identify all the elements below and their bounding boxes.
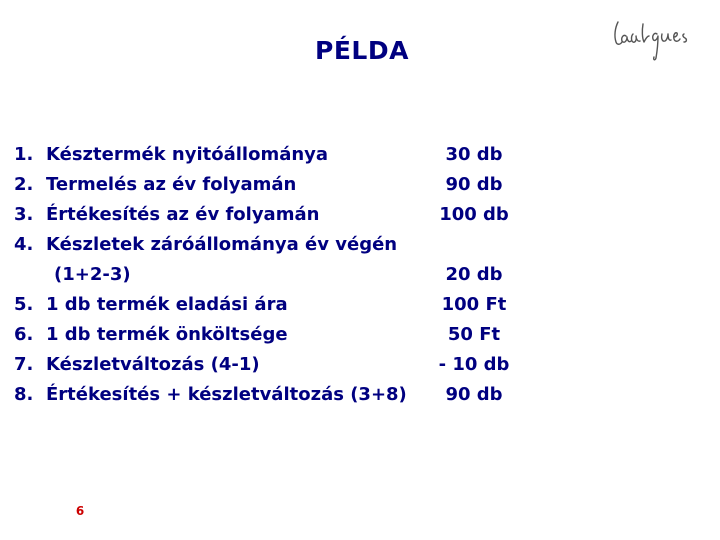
item-value: 100 Ft bbox=[441, 294, 507, 315]
item-label: Készletváltozás (4-1) bbox=[46, 354, 260, 375]
list-item bbox=[0, 140, 720, 170]
item-value: 90 db bbox=[445, 384, 503, 405]
item-label: Értékesítés az év folyamán bbox=[46, 204, 320, 225]
item-value: 20 db bbox=[445, 264, 503, 285]
item-number: 1. bbox=[14, 144, 34, 165]
item-label: Termelés az év folyamán bbox=[46, 174, 297, 195]
item-label: 1 db termék önköltsége bbox=[46, 324, 288, 345]
list-item bbox=[0, 230, 720, 260]
item-value: - 10 db bbox=[438, 354, 510, 375]
item-number: 4. bbox=[14, 234, 34, 255]
list-item-continuation bbox=[0, 260, 720, 290]
item-label: Készletek záróállománya év végén bbox=[46, 234, 398, 255]
item-number: 3. bbox=[14, 204, 34, 225]
list-item bbox=[0, 170, 720, 200]
item-number: 5. bbox=[14, 294, 34, 315]
item-label: Értékesítés + készletváltozás (3+8) bbox=[46, 384, 407, 405]
list-item bbox=[0, 380, 720, 410]
item-number: 7. bbox=[14, 354, 34, 375]
item-number: 2. bbox=[14, 174, 34, 195]
list-item bbox=[0, 290, 720, 320]
list-item bbox=[0, 350, 720, 380]
item-value: 100 db bbox=[439, 204, 509, 225]
handwritten-signature bbox=[612, 14, 694, 62]
item-value: 30 db bbox=[445, 144, 503, 165]
item-number: 6. bbox=[14, 324, 34, 345]
item-value: 50 Ft bbox=[447, 324, 501, 345]
list-item bbox=[0, 320, 720, 350]
item-value: 90 db bbox=[445, 174, 503, 195]
item-label: Késztermék nyitóállománya bbox=[46, 144, 329, 165]
page-number: 6 bbox=[75, 504, 85, 518]
slide-title: PÉLDA bbox=[315, 36, 409, 65]
item-label: (1+2-3) bbox=[54, 264, 131, 285]
item-label: 1 db termék eladási ára bbox=[46, 294, 288, 315]
list-item bbox=[0, 200, 720, 230]
item-number: 8. bbox=[14, 384, 34, 405]
